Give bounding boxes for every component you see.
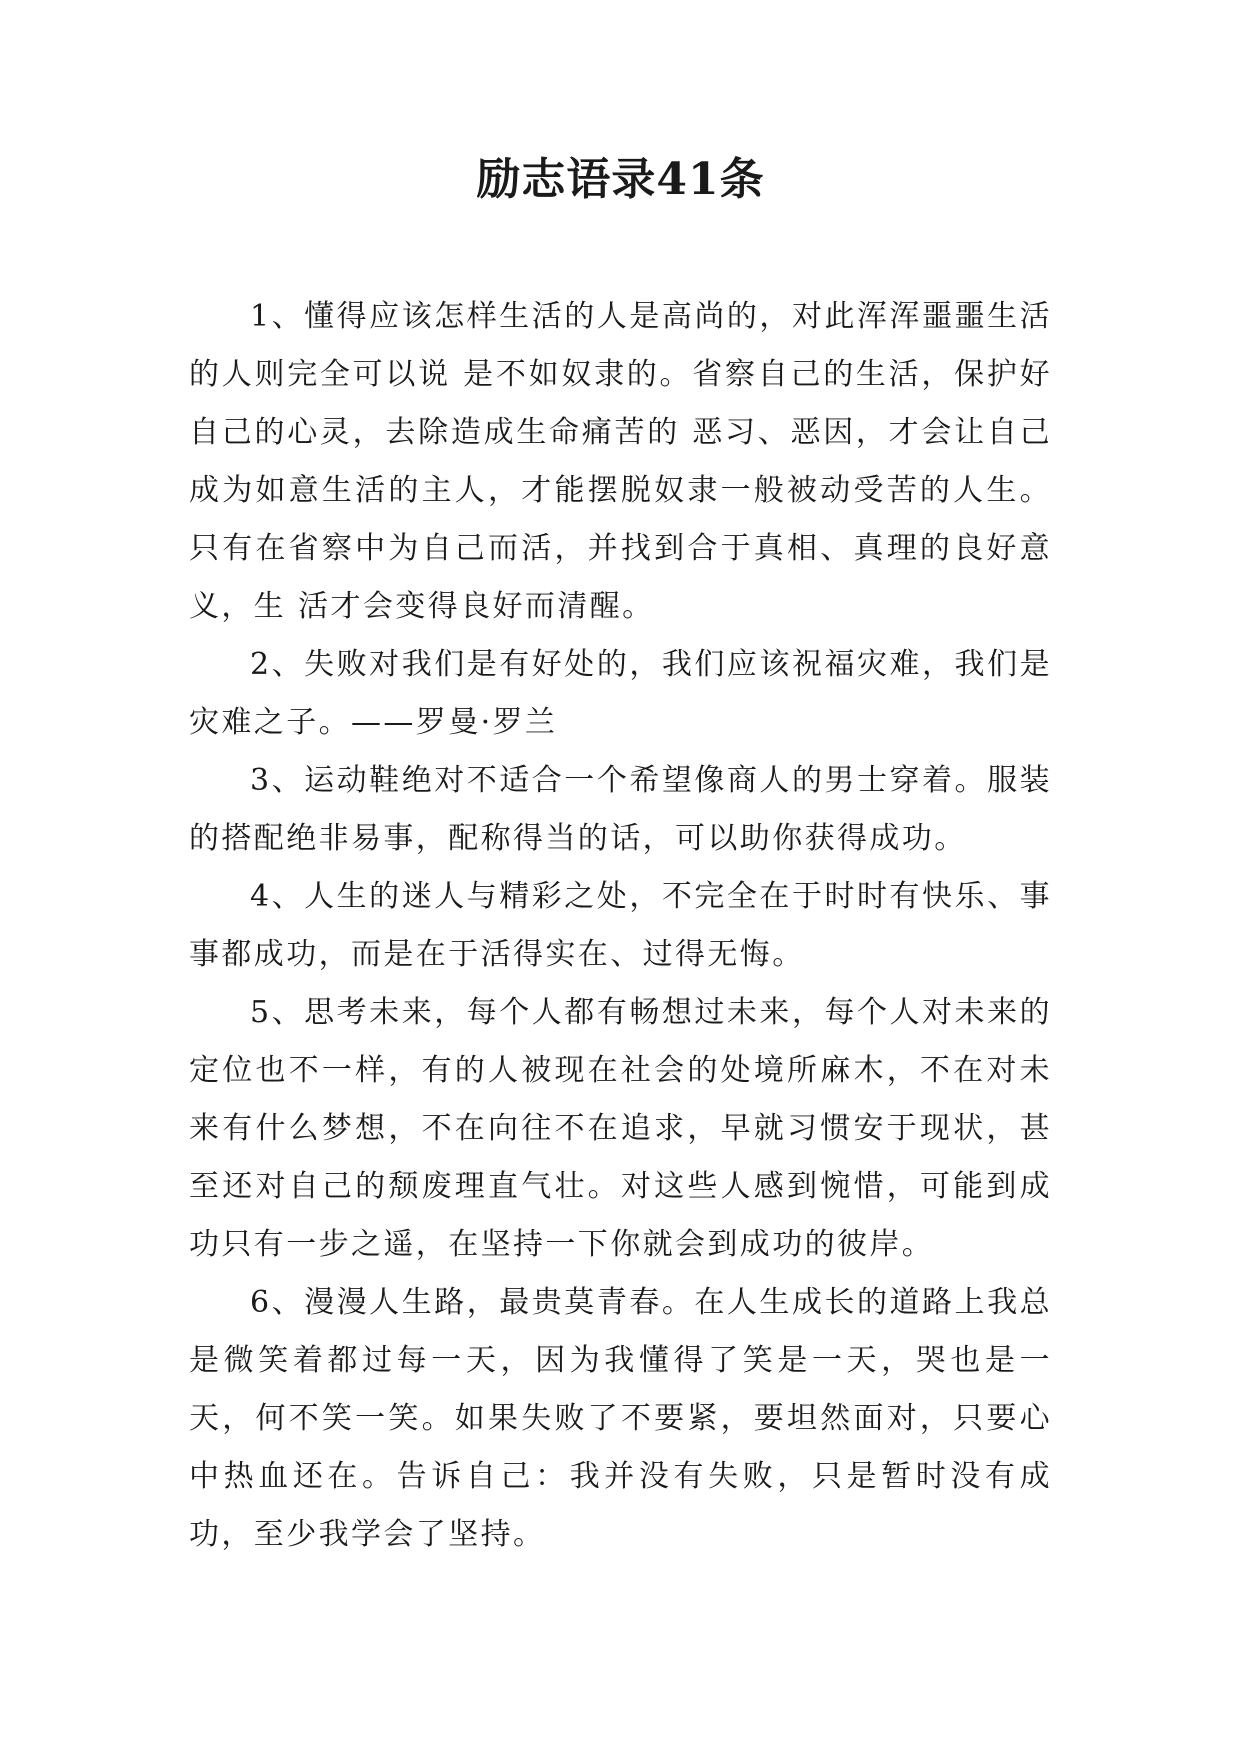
quote-paragraph-6: 6、漫漫人生路，最贵莫青春。在人生成长的道路上我总是微笑着都过每一天，因为我懂得了笑是一天，哭也是一天，何不笑一笑。如果失败了不要紧，要坦然面对，只要心中热血还在。告诉自己：我并没有失败，只是暂时没有成功，至少我学会了坚持。	[189, 1285, 1052, 1552]
quote-paragraph-2: 2、失败对我们是有好处的，我们应该祝福灾难，我们是灾难之子。——罗曼·罗兰	[189, 647, 1052, 740]
quote-paragraph-5: 5、思考未来，每个人都有畅想过未来，每个人对未来的定位也不一样，有的人被现在社会的处境所麻木，不在对未来有什么梦想，不在向往不在追求，早就习惯安于现状，甚至还对自己的颓废理直气壮。对这些人感到惋惜，可能到成功只有一步之遥，在坚持一下你就会到成功的彼岸。	[189, 995, 1052, 1262]
quote-paragraph-3: 3、运动鞋绝对不适合一个希望像商人的男士穿着。服装的搭配绝非易事，配称得当的话，可以助你获得成功。	[189, 763, 1052, 856]
document-body	[189, 288, 1052, 1564]
quote-paragraph-1: 1、懂得应该怎样生活的人是高尚的，对此浑浑噩噩生活的人则完全可以说 是不如奴隶的。省察自己的生活，保护好自己的心灵，去除造成生命痛苦的 恶习、恶因，才会让自己成为如意生活的主人，才能摆脱奴隶一般被动受苦的人生。只有在省察中为自己而活，并找到合于真相、真理的良好意义，生 活才会变得良好而清醒。	[189, 299, 1052, 624]
quote-paragraph-4: 4、人生的迷人与精彩之处，不完全在于时时有快乐、事事都成功，而是在于活得实在、过得无悔。	[189, 879, 1052, 972]
document-title: 励志语录41条	[476, 154, 765, 205]
